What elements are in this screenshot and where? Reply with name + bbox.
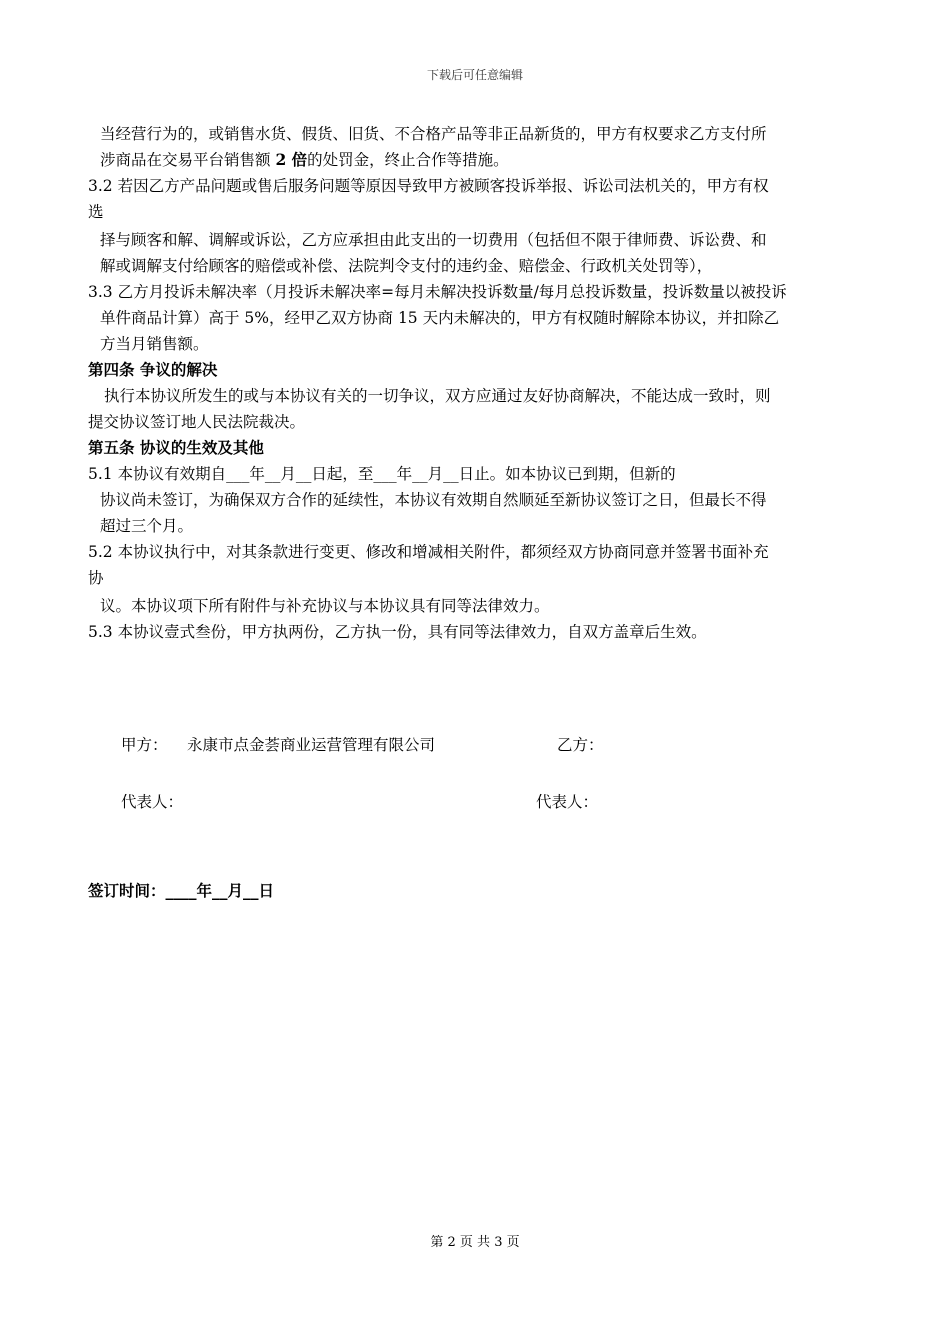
clause-5-1-line-2: 协议尚未签订，为确保双方合作的延续性，本协议有效期自然顺延至新协议签订之日，但最长不得 <box>100 491 767 509</box>
clause-3-3-line-1: 3.3 乙方月投诉未解决率（月投诉未解决率=每月未解决投诉数量/每月总投诉数量，投诉数量以被投诉 <box>88 283 787 301</box>
party-b-representative-label: 代表人： <box>536 793 599 811</box>
page-footer: 第 2 页 共 3 页 <box>430 1235 520 1250</box>
party-a-label: 甲方： <box>121 736 168 754</box>
clause-3-2-line-3: 择与顾客和解、调解或诉讼，乙方应承担由此支出的一切费用（包括但不限于律师费、诉讼费、和 <box>100 231 767 249</box>
clause-5-1-line-1: 5.1 本协议有效期自___年__月__日起，至___年__月__日止。如本协议已到期，但新的 <box>88 465 676 483</box>
clause-3-2-line-4: 解或调解支付给顾客的赔偿或补偿、法院判令支付的违约金、赔偿金、行政机关处罚等）， <box>100 257 713 275</box>
page-header: 下载后可任意编辑 <box>426 68 523 82</box>
clause-3-1-text-c: 的处罚金，终止合作等措施。 <box>307 151 509 169</box>
clause-4-line-2: 提交协议签订地人民法院裁决。 <box>88 413 306 431</box>
clause-3-1-line-1: 当经营行为的，或销售水货、假货、旧货、不合格产品等非正品新货的，甲方有权要求乙方支付所 <box>100 125 767 143</box>
clause-3-3-line-3: 方当月销售额。 <box>100 335 209 353</box>
clause-3-1-text-a: 涉商品在交易平台销售额 <box>100 151 276 169</box>
party-a-representative-label: 代表人： <box>121 793 184 811</box>
clause-5-2-line-3: 议。本协议项下所有附件与补充协议与本协议具有同等法律效力。 <box>100 597 550 615</box>
clause-4-line-1: 执行本协议所发生的或与本协议有关的一切争议，双方应通过友好协商解决，不能达成一致时，则 <box>104 387 771 405</box>
clause-3-1-emphasis: 2 倍 <box>275 150 308 169</box>
document-body <box>88 121 868 645</box>
clause-5-1-line-3: 超过三个月。 <box>100 517 194 535</box>
party-a-name: 永康市点金荟商业运营管理有限公司 <box>187 736 436 754</box>
clause-3-1-line-2 <box>88 147 868 173</box>
party-b-label: 乙方： <box>557 736 604 754</box>
clause-5-2-line-2: 协 <box>88 569 104 587</box>
clause-3-2-line-2: 选 <box>88 203 104 221</box>
clause-3-2-line-1: 3.2 若因乙方产品问题或售后服务问题等原因导致甲方被顾客投诉举报、诉讼司法机关的，甲方有权 <box>88 177 769 195</box>
clause-5-2-line-1: 5.2 本协议执行中，对其条款进行变更、修改和增减相关附件，都须经双方协商同意并签署书面补充 <box>88 543 769 561</box>
clause-5-title: 第五条 协议的生效及其他 <box>88 438 264 457</box>
clause-4-title: 第四条 争议的解决 <box>88 360 218 379</box>
signing-date: 签订时间：____年__月__日 <box>88 881 275 900</box>
clause-5-3-line-1: 5.3 本协议壹式叁份，甲方执两份，乙方执一份，具有同等法律效力，自双方盖章后生效。 <box>88 623 707 641</box>
clause-3-3-line-2: 单件商品计算）高于 5%，经甲乙双方协商 15 天内未解决的，甲方有权随时解除本协议，并扣除乙 <box>100 309 780 327</box>
